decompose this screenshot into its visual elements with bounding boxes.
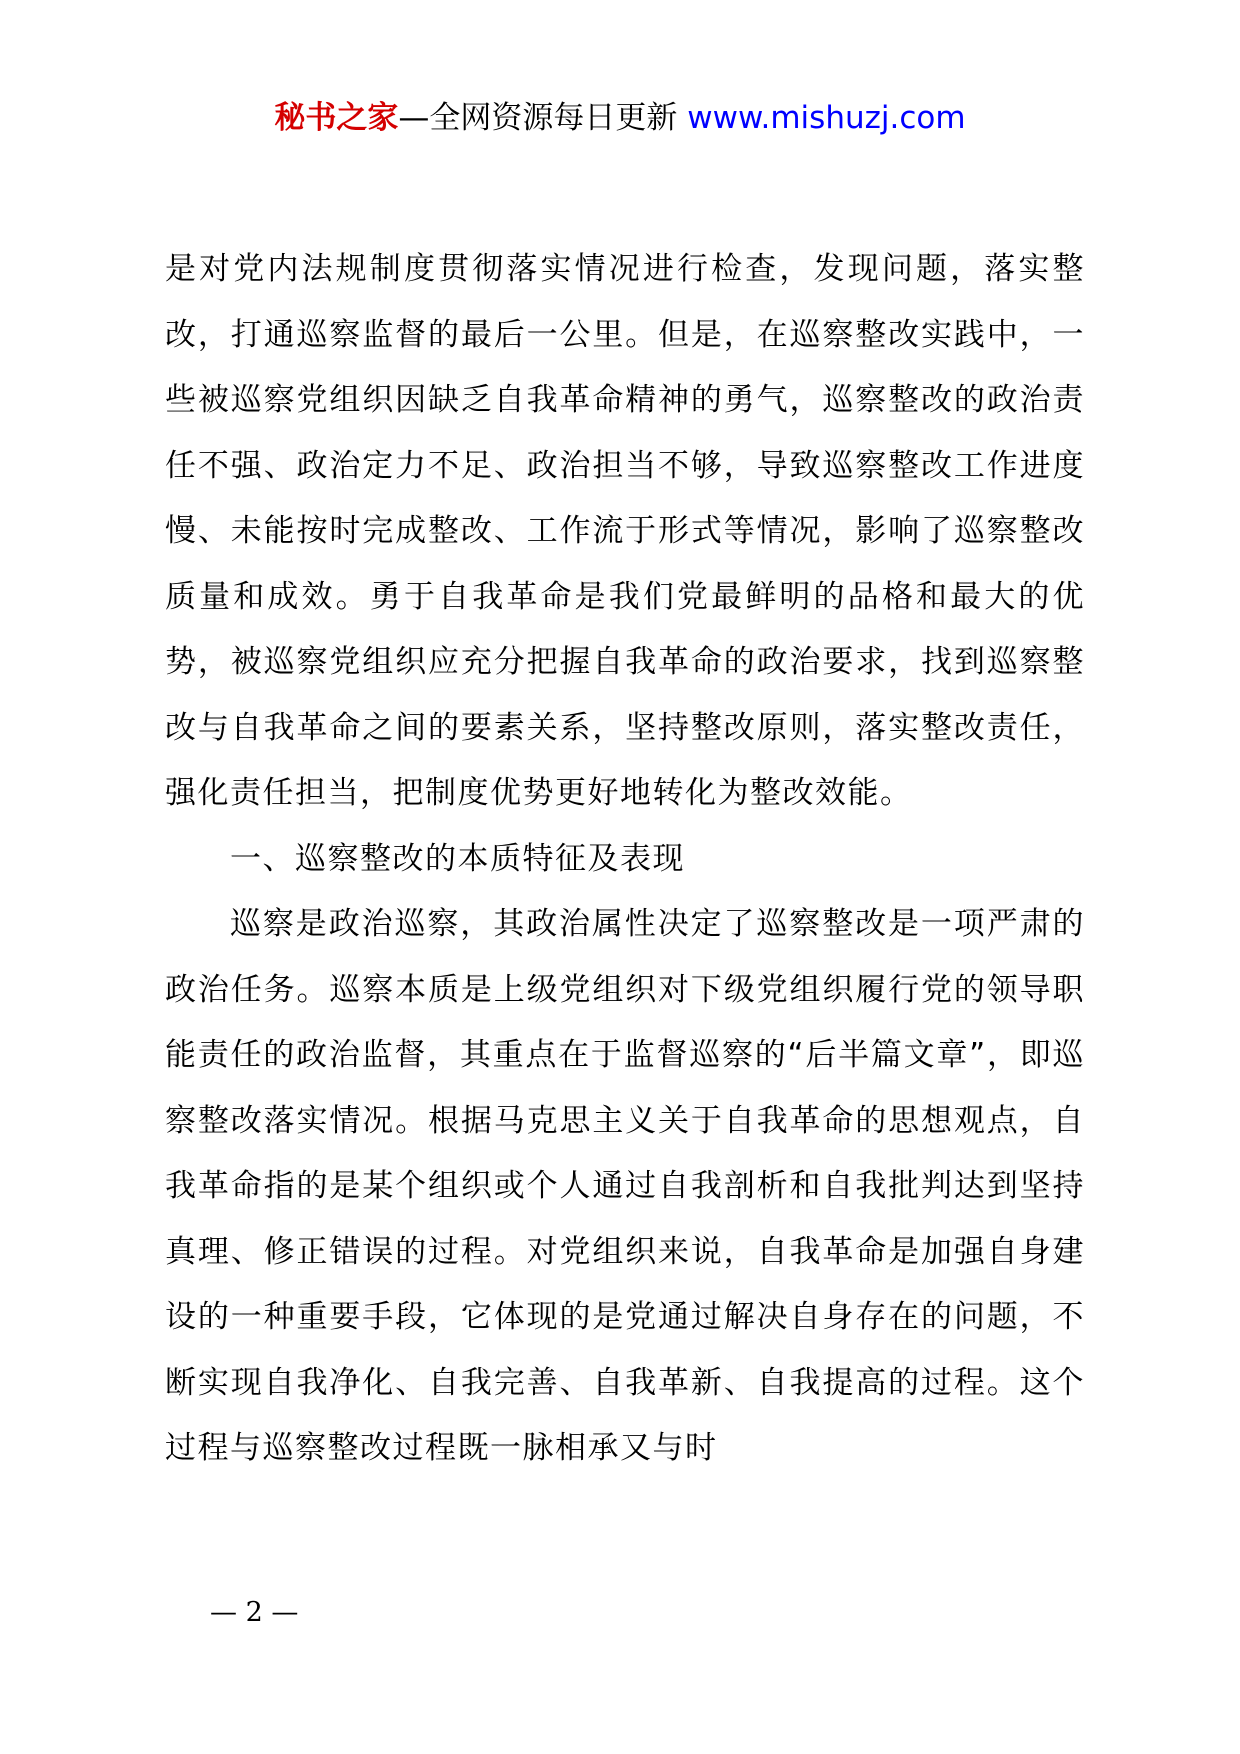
document-body — [165, 237, 1085, 1482]
website-link[interactable]: www.mishuzj.com — [687, 100, 966, 136]
brand-name: 秘书之家 — [274, 100, 399, 136]
page-number: — 2 — — [210, 1597, 299, 1628]
page-header — [0, 98, 1240, 138]
section-heading: 一、巡察整改的本质特征及表现 — [230, 840, 685, 877]
header-tagline: —全网资源每日更新 — [398, 100, 678, 136]
body-paragraph: 是对党内法规制度贯彻落实情况进行检查，发现问题，落实整改，打通巡察监督的最后一公里。但是，在巡察整改实践中，一些被巡察党组织因缺乏自我革命精神的勇气，巡察整改的政治责任不强、政治定力不足、政治担当不够，导致巡察整改工作进度慢、未能按时完成整改、工作流于形式等情况，影响了巡察整改质量和成效。勇于自我革命是我们党最鲜明的品格和最大的优势，被巡察党组织应充分把握自我革命的政治要求，找到巡察整改与自我革命之间的要素关系，坚持整改原则，落实整改责任，强化责任担当，把制度优势更好地转化为整改效能。 — [165, 251, 1085, 811]
body-paragraph: 巡察是政治巡察，其政治属性决定了巡察整改是一项严肃的政治任务。巡察本质是上级党组织对下级党组织履行党的领导职能责任的政治监督，其重点在于监督巡察的“后半篇文章”，即巡察整改落实情况。根据马克思主义关于自我革命的思想观点，自我革命指的是某个组织或个人通过自我剖析和自我批判达到坚持真理、修正错误的过程。对党组织来说，自我革命是加强自身建设的一种重要手段，它体现的是党通过解决自身存在的问题，不断实现自我净化、自我完善、自我革新、自我提高的过程。这个过程与巡察整改过程既一脉相承又与时 — [165, 906, 1085, 1466]
